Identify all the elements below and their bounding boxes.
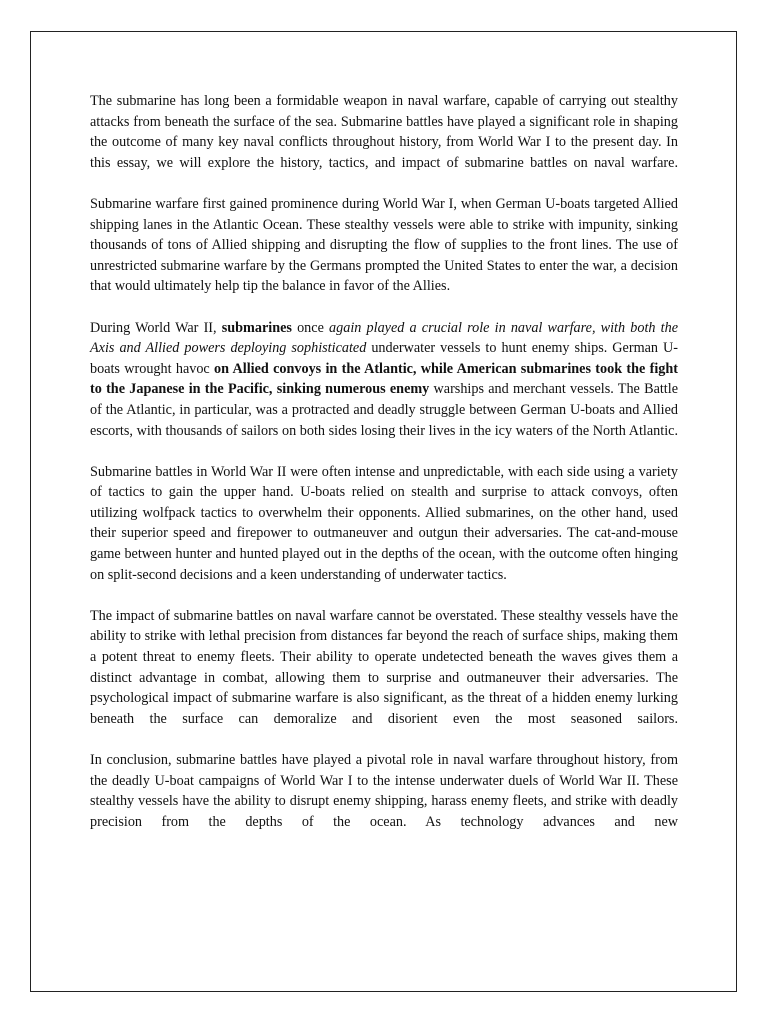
text-run: once: [291, 319, 330, 336]
text-run: Submarine warfare first gained prominence during World War I, when German U-boats targeted Allied shipping lanes in the Atlantic Ocean. These stealthy vessels were able to strike with impunity, sinking thousands of tons of Allied shipping and disrupting the flow of supplies to the front lines. The use of unrestricted submarine warfare by the Germans prompted the United States to enter the war, a decision that would ultimately help tip the balance in favor of the Allies.: [90, 195, 678, 295]
italic-text-run: again played a crucial role in naval warfare, with both the Axis and Allied powers deploying sophisticated: [90, 319, 678, 357]
text-run: The submarine has long been a formidable weapon in naval warfare, capable of carrying out stealthy attacks from beneath the surface of the sea. Submarine battles have played a significant role in shaping the outcome of many key naval conflicts throughout history, from World War I to the present day. In this essay, we will explore the history, tactics, and impact of submarine battles on naval warfare.: [90, 93, 678, 171]
paragraph: [90, 750, 678, 832]
text-run: The impact of submarine battles on naval warfare cannot be overstated. These stealthy vessels have the ability to strike with lethal precision from distances far beyond the reach of surface ships, making them a potent threat to enemy fleets. Their ability to operate undetected beneath the waves gives them a distinct advantage in combat, allowing them to surprise and outmaneuver their adversaries. The psychological impact of submarine warfare is also significant, as the threat of a hidden enemy lurking beneath the surface can demoralize and disorient even the most seasoned sailors.: [90, 607, 678, 727]
document-body: [90, 91, 678, 853]
bold-text-run: on Allied convoys in the Atlantic, while American submarines took the fight to the Japanese in the Pacific, sinking numerous enemy: [90, 360, 678, 398]
bold-text-run: submarines: [221, 319, 292, 336]
text-run: In conclusion, submarine battles have played a pivotal role in naval warfare throughout history, from the deadly U-boat campaigns of World War I to the intense underwater duels of World War II. These stealthy vessels have the ability to disrupt enemy shipping, harass enemy fleets, and strike with deadly precision from the depths of the ocean. As technology advances and new: [90, 752, 678, 830]
text-run: During World War II,: [90, 319, 222, 336]
text-run: Submarine battles in World War II were often intense and unpredictable, with each side using a variety of tactics to gain the upper hand. U-boats relied on stealth and surprise to attack convoys, often utilizing wolfpack tactics to overwhelm their opponents. Allied submarines, on the other hand, used their superior speed and firepower to outmaneuver and outgun their adversaries. The cat-and-mouse game between hunter and hunted played out in the depths of the ocean, with the outcome often hinging on split-second decisions and a keen understanding of underwater tactics.: [90, 463, 678, 583]
text-run: underwater vessels to hunt enemy ships. German U-boats wrought havoc: [90, 340, 678, 377]
paragraph: [90, 194, 678, 297]
paragraph: [90, 462, 678, 586]
paragraph: [90, 318, 678, 442]
paragraph: [90, 606, 678, 730]
paragraph: [90, 91, 678, 173]
text-run: warships and merchant vessels. The Battle of the Atlantic, in particular, was a protracted and deadly struggle between German U-boats and Allied escorts, with thousands of sailors on both sides losing their lives in the icy waters of the North Atlantic.: [90, 381, 678, 439]
